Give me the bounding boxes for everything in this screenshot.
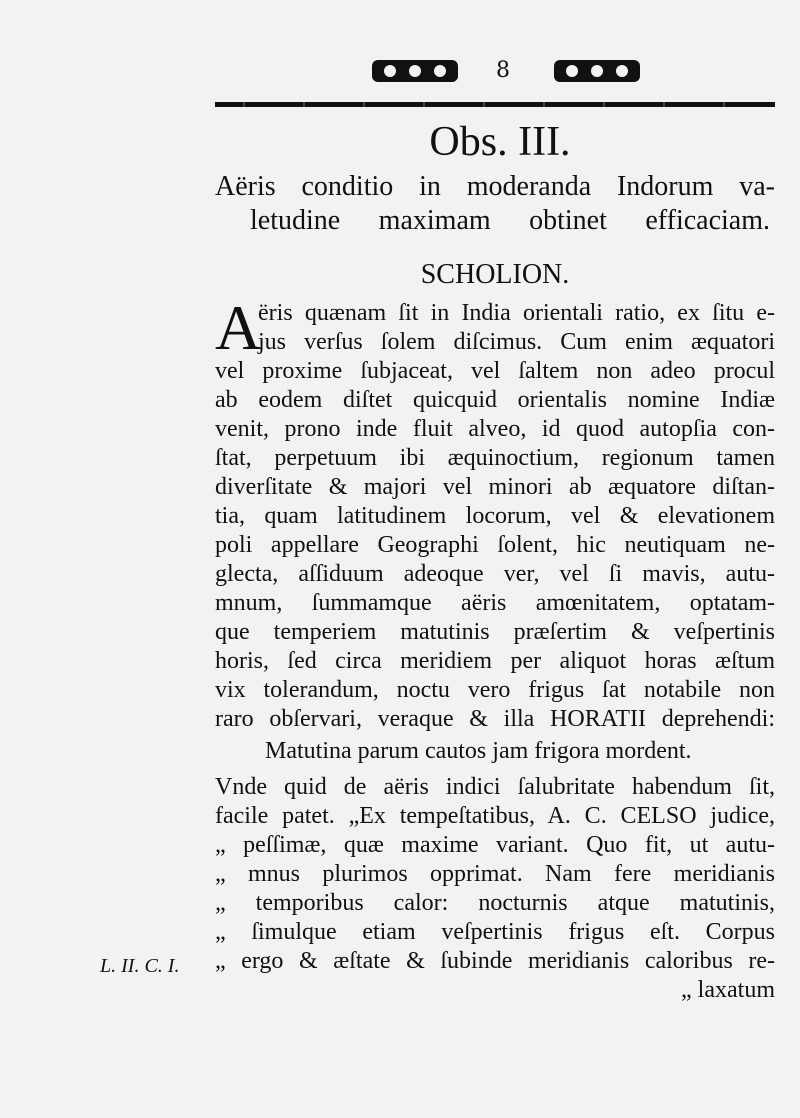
floral-ornament-icon — [370, 52, 460, 90]
body-line: „ temporibus calor: nocturnis atque matutinis, — [215, 890, 775, 916]
header-rule — [215, 102, 775, 107]
horace-quote: Matutina parum cautos jam frigora mordent. — [265, 738, 692, 764]
scholion-heading: SCHOLION. — [420, 259, 570, 290]
body-line: mnum, ſummamque aëris amœnitatem, optatam- — [215, 590, 775, 616]
body-line: „ mnus plurimos opprimat. Nam fere meridianis — [215, 861, 775, 887]
body-line: venit, prono inde fluit alveo, id quod autopſia con- — [215, 416, 775, 442]
body-line: tia, quam latitudinem locorum, vel & elevationem — [215, 503, 775, 529]
body-line: que temperiem matutinis præſertim & veſpertinis — [215, 619, 775, 645]
floral-ornament-icon — [552, 52, 642, 90]
body-line: glecta, aſſiduum adeoque ver, vel ſi mavis, autu- — [215, 561, 775, 587]
body-line: poli appellare Geographi ſolent, hic neutiquam ne- — [215, 532, 775, 558]
body-line: „ laxatum — [681, 977, 775, 1003]
body-line: Vnde quid de aëris indici ſalubritate habendum ſit, — [215, 774, 775, 800]
margin-note: L. II. C. I. — [100, 955, 180, 977]
thesis-line: Aëris conditio in moderanda Indorum va- — [215, 171, 775, 202]
body-line: vel proxime ſubjaceat, vel ſaltem non adeo procul — [215, 358, 775, 384]
body-line: „ ergo & æſtate & ſubinde meridianis caloribus re- — [215, 948, 775, 974]
body-line: ab eodem diſtet quicquid orientalis nomine Indiæ — [215, 387, 775, 413]
body-line: vix tolerandum, noctu vero frigus ſat notabile non — [215, 677, 775, 703]
body-line: ſtat, perpetuum ibi æquinoctium, regionum tamen — [215, 445, 775, 471]
observation-title: Obs. III. — [429, 119, 571, 165]
body-line: „ ſimulque etiam veſpertinis frigus eſt. Corpus — [215, 919, 775, 945]
drop-cap: A — [215, 292, 262, 363]
thesis-line: letudine maximam obtinet efficaciam. — [250, 205, 770, 236]
body-line: horis, ſed circa meridiem per aliquot horas æſtum — [215, 648, 775, 674]
body-line: facile patet. „Ex tempeſtatibus, A. C. CELSO judice, — [215, 803, 775, 829]
body-line: diverſitate & majori vel minori ab æquatore diſtan- — [215, 474, 775, 500]
page-number: 8 — [496, 58, 510, 83]
body-line: jus verſus ſolem diſcimus. Cum enim æquatori — [258, 329, 775, 355]
body-line: ëris quænam ſit in India orientali ratio, ex ſitu e- — [258, 300, 775, 326]
body-line: „ peſſimæ, quæ maxime variant. Quo fit, ut autu- — [215, 832, 775, 858]
body-line: raro obſervari, veraque & illa HORATII deprehendi: — [215, 706, 775, 732]
